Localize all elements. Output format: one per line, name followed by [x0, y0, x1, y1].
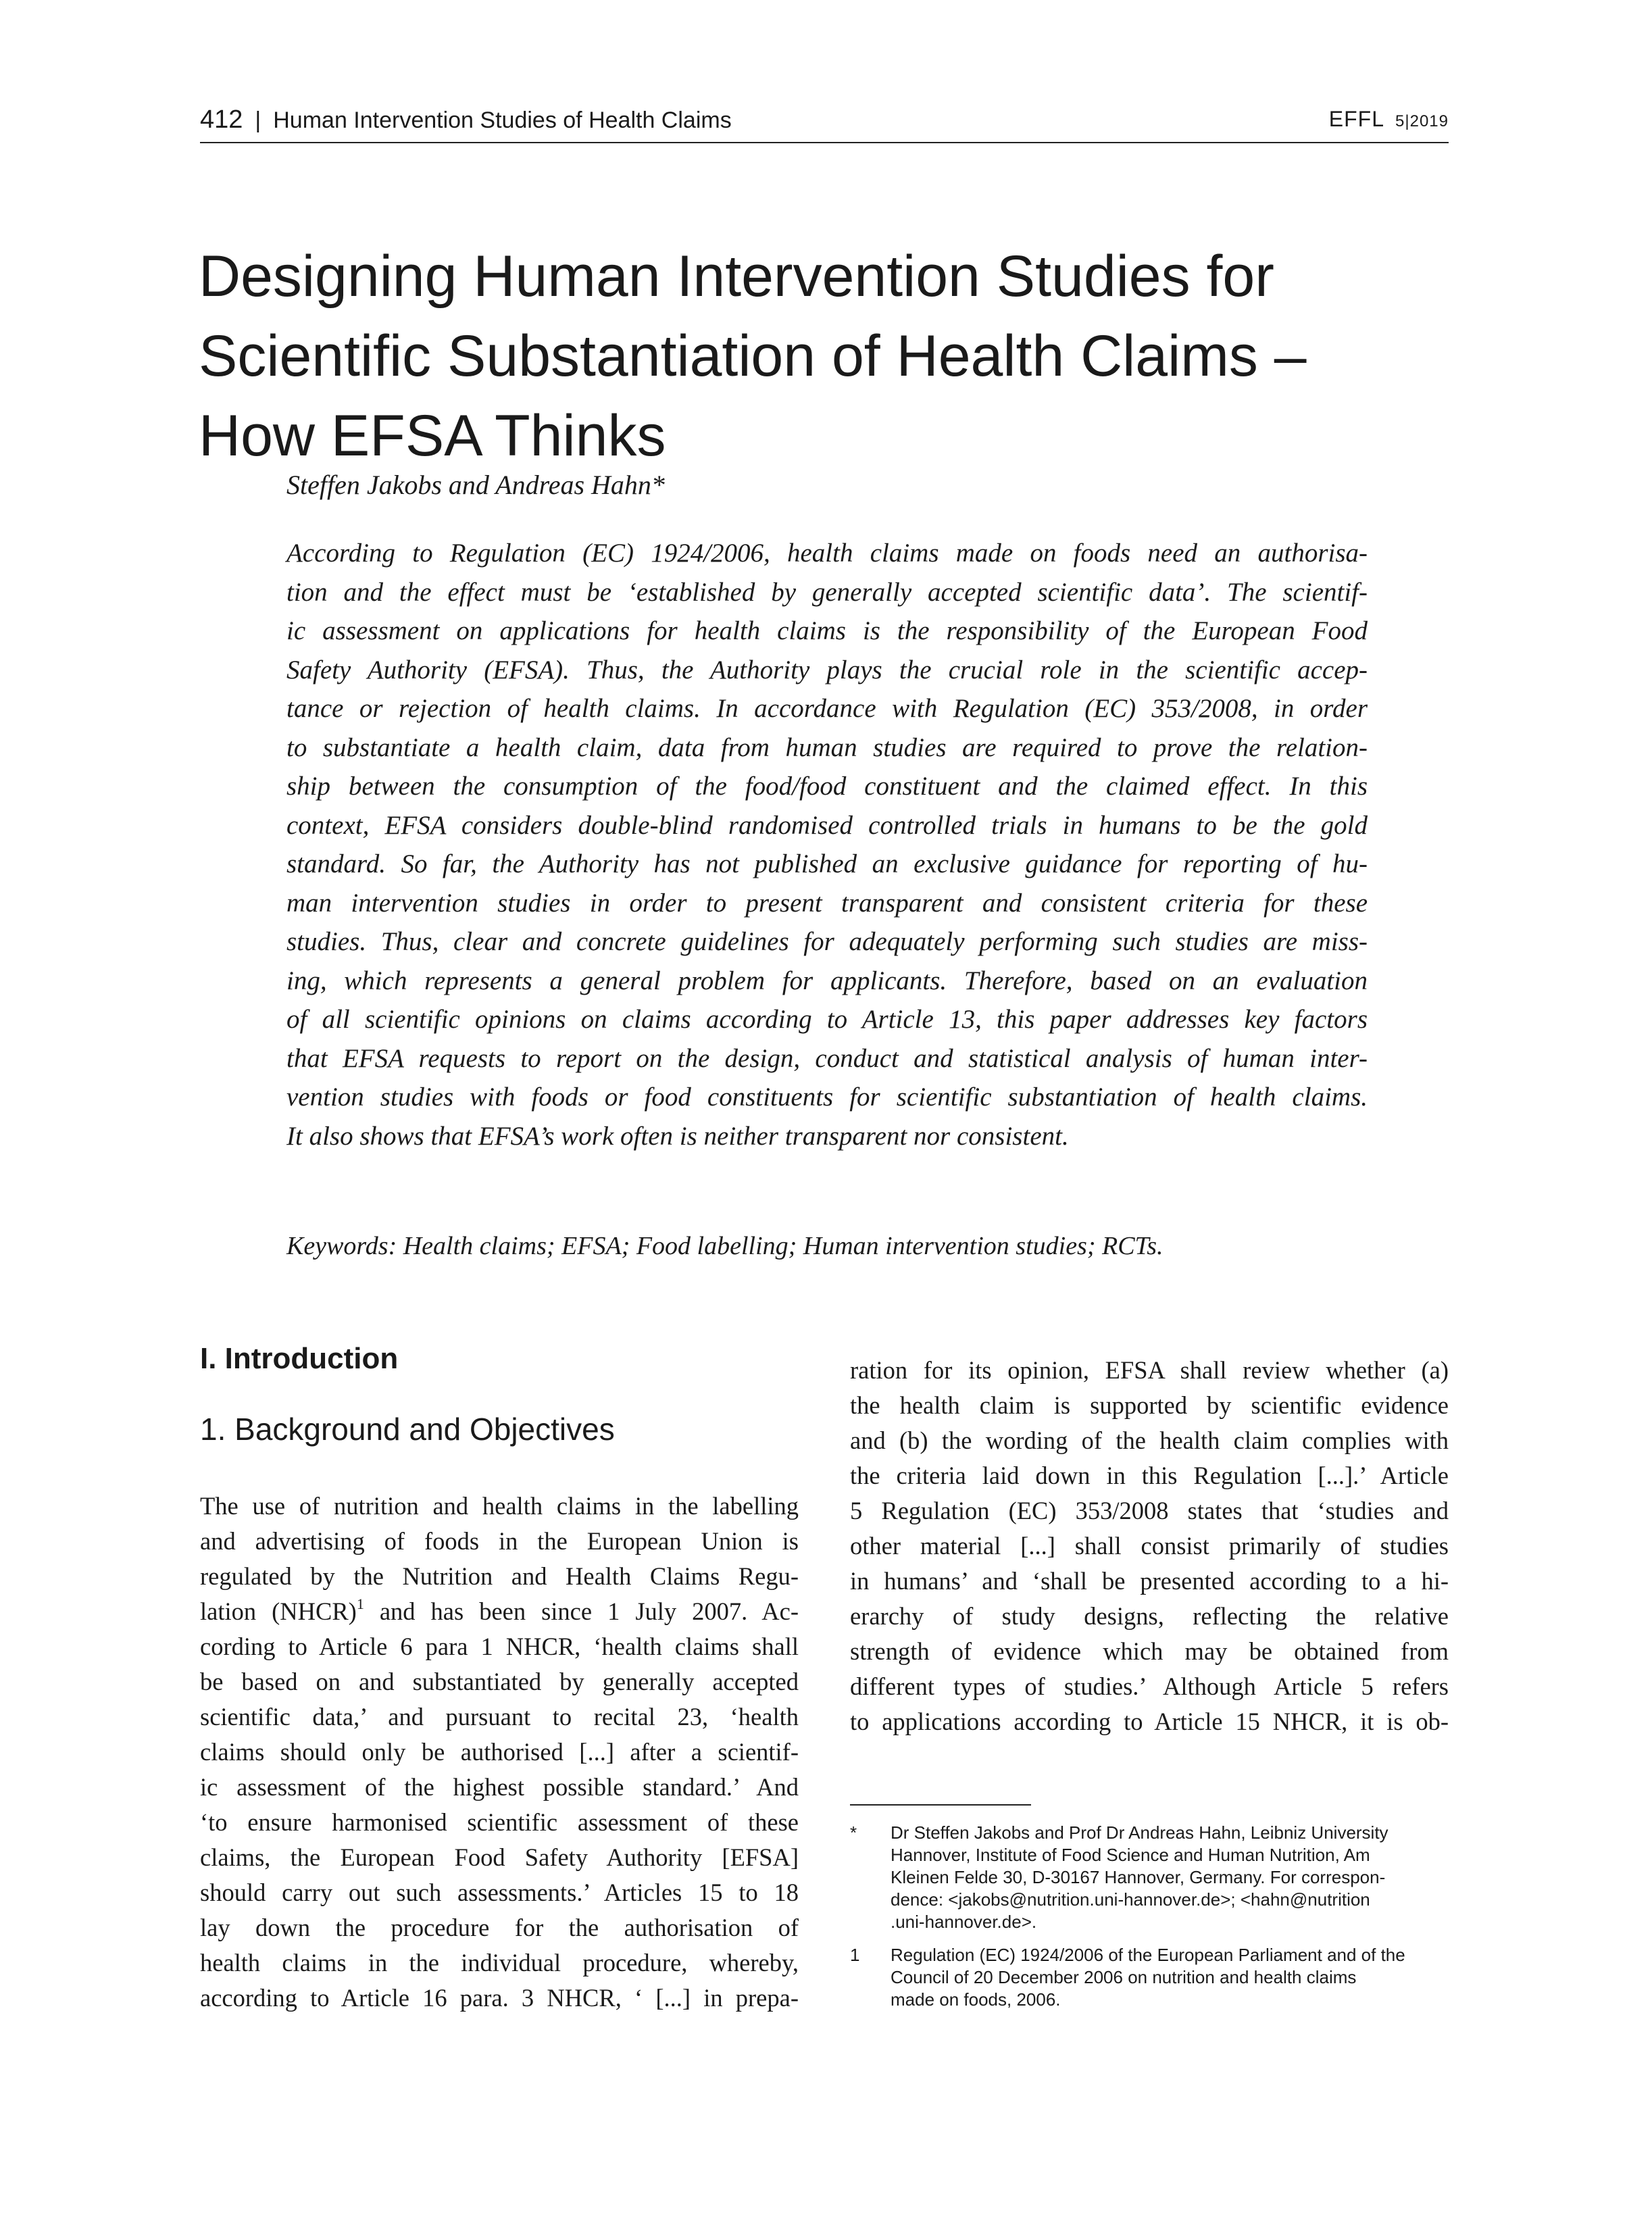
footnote-divider	[850, 1804, 1031, 1806]
abstract-line: ing, which represents a general problem for applicants. Therefore, based on an evaluation	[286, 966, 1368, 995]
title-line: How EFSA Thinks	[199, 403, 666, 468]
body-line: the criteria laid down in this Regulation [...].’ Article	[850, 1462, 1449, 1489]
footnote-line: Kleinen Felde 30, D-30167 Hannover, Germany. For correspon-	[891, 1867, 1386, 1887]
body-line: the health claim is supported by scientific evidence	[850, 1391, 1449, 1419]
body-line: regulated by the Nutrition and Health Claims Regu-	[200, 1562, 799, 1590]
abstract-line: studies. Thus, clear and concrete guidelines for adequately performing such studies are miss-	[286, 927, 1368, 956]
footnote-line: dence: <jakobs@nutrition.uni-hannover.de>; <hahn@nutrition	[891, 1889, 1370, 1910]
body-line: be based on and substantiated by generally accepted	[200, 1668, 799, 1695]
body-line: ‘to ensure harmonised scientific assessment of these	[200, 1808, 799, 1836]
footnotes	[850, 1822, 1451, 2022]
running-header	[200, 100, 1449, 143]
running-header-left	[200, 105, 732, 134]
footnote-line: made on foods, 2006.	[891, 1989, 1061, 2010]
abstract-line: context, EFSA considers double-blind randomised controlled trials in humans to be the gold	[286, 810, 1368, 840]
body-line: strength of evidence which may be obtained from	[850, 1637, 1449, 1665]
footnote-line: Hannover, Institute of Food Science and Human Nutrition, Am	[891, 1845, 1370, 1865]
body-line: lay down the procedure for the authorisation of	[200, 1914, 799, 1941]
body-line: claims, the European Food Safety Authority [EFSA]	[200, 1843, 799, 1871]
section-heading: I. Introduction	[200, 1342, 399, 1375]
body-line: health claims in the individual procedure, whereby,	[200, 1949, 799, 1976]
article-title	[199, 237, 1449, 476]
body-line: to applications according to Article 15 NHCR, it is ob-	[850, 1708, 1449, 1735]
body-line: ic assessment of the highest possible standard.’ And	[200, 1773, 799, 1801]
journal-issue: 5|2019	[1395, 112, 1449, 130]
footnote-line: .uni-hannover.de>.	[891, 1912, 1037, 1932]
abstract	[286, 534, 1368, 1155]
footnote-mark: *	[850, 1822, 857, 1843]
body-line: scientific data,’ and pursuant to recital 23, ‘health	[200, 1703, 799, 1731]
abstract-line: ic assessment on applications for health claims is the responsibility of the European Food	[286, 616, 1368, 645]
footnote-body	[891, 1822, 1451, 1933]
body-line: according to Article 16 para. 3 NHCR, ‘ [...] in prepa-	[200, 1984, 799, 2012]
abstract-line: standard. So far, the Authority has not published an exclusive guidance for reporting of hu-	[286, 849, 1368, 878]
header-separator: |	[255, 107, 261, 133]
body-line	[200, 1594, 799, 1629]
abstract-line: that EFSA requests to report on the design, conduct and statistical analysis of human inter-	[286, 1043, 1368, 1073]
running-header-right	[1329, 107, 1449, 132]
abstract-line: tance or rejection of health claims. In accordance with Regulation (EC) 353/2008, in order	[286, 694, 1368, 723]
body-line: other material [...] shall consist primarily of studies	[850, 1532, 1449, 1560]
abstract-line: ship between the consumption of the food/food constituent and the claimed effect. In this	[286, 772, 1368, 801]
footnote-line: Council of 20 December 2006 on nutrition and health claims	[891, 1967, 1357, 1987]
body-line: different types of studies.’ Although Article 5 refers	[850, 1672, 1449, 1700]
journal-name: EFFL	[1328, 107, 1385, 131]
body-line: and (b) the wording of the health claim complies with	[850, 1426, 1449, 1454]
page-number: 412	[200, 105, 243, 134]
article-authors: Steffen Jakobs and Andreas Hahn*	[286, 470, 665, 500]
footnote-line: Dr Steffen Jakobs and Prof Dr Andreas Hahn, Leibniz University	[891, 1822, 1388, 1843]
body-line: 5 Regulation (EC) 353/2008 states that ‘studies and	[850, 1497, 1449, 1524]
body-line: cording to Article 6 para 1 NHCR, ‘health claims shall	[200, 1633, 799, 1660]
keywords: Keywords: Health claims; EFSA; Food labelling; Human intervention studies; RCTs.	[286, 1232, 1163, 1260]
footnote-body	[891, 1944, 1451, 2011]
body-line: and advertising of foods in the European Union is	[200, 1527, 799, 1555]
title-line: Designing Human Intervention Studies for	[199, 244, 1274, 309]
body-text: and has been since 1 July 2007. Ac-	[364, 1597, 799, 1625]
abstract-line: to substantiate a health claim, data from human studies are required to prove the relation-	[286, 732, 1368, 762]
body-line: should carry out such assessments.’ Articles 15 to 18	[200, 1879, 799, 1906]
subsection-heading: 1. Background and Objectives	[200, 1412, 615, 1447]
abstract-line: tion and the effect must be ‘established by generally accepted scientific data’. The scientif-	[286, 577, 1368, 607]
body-text: lation (NHCR)	[200, 1597, 357, 1625]
body-line: in humans’ and ‘shall be presented according to a hi-	[850, 1567, 1449, 1595]
abstract-line: of all scientific opinions on claims according to Article 13, this paper addresses key factors	[286, 1005, 1368, 1034]
footnote-mark: 1	[850, 1945, 860, 1965]
right-column-text	[850, 1353, 1449, 1739]
abstract-line: man intervention studies in order to present transparent and consistent criteria for these	[286, 888, 1368, 918]
footnote-line: Regulation (EC) 1924/2006 of the European Parliament and of the	[891, 1945, 1405, 1965]
body-line: erarchy of study designs, reflecting the relative	[850, 1602, 1449, 1630]
body-line: claims should only be authorised [...] after a scientif-	[200, 1738, 799, 1766]
abstract-line: Safety Authority (EFSA). Thus, the Authority plays the crucial role in the scientific accep-	[286, 655, 1368, 685]
abstract-line: vention studies with foods or food constituents for scientific substantiation of health claims.	[286, 1083, 1368, 1112]
body-line: The use of nutrition and health claims in the labelling	[200, 1492, 799, 1520]
footnote-ref[interactable]: 1	[356, 1595, 364, 1612]
abstract-line: It also shows that EFSA’s work often is neither transparent nor consistent.	[286, 1121, 1069, 1151]
body-line: ration for its opinion, EFSA shall review whether (a)	[850, 1356, 1449, 1384]
left-column-text	[200, 1489, 799, 2016]
footnote-1	[850, 1944, 1451, 2011]
abstract-line: According to Regulation (EC) 1924/2006, health claims made on foods need an authorisa-	[286, 539, 1368, 568]
title-line: Scientific Substantiation of Health Claims –	[199, 324, 1307, 389]
running-title: Human Intervention Studies of Health Claims	[273, 107, 732, 133]
footnote-author	[850, 1822, 1451, 1933]
